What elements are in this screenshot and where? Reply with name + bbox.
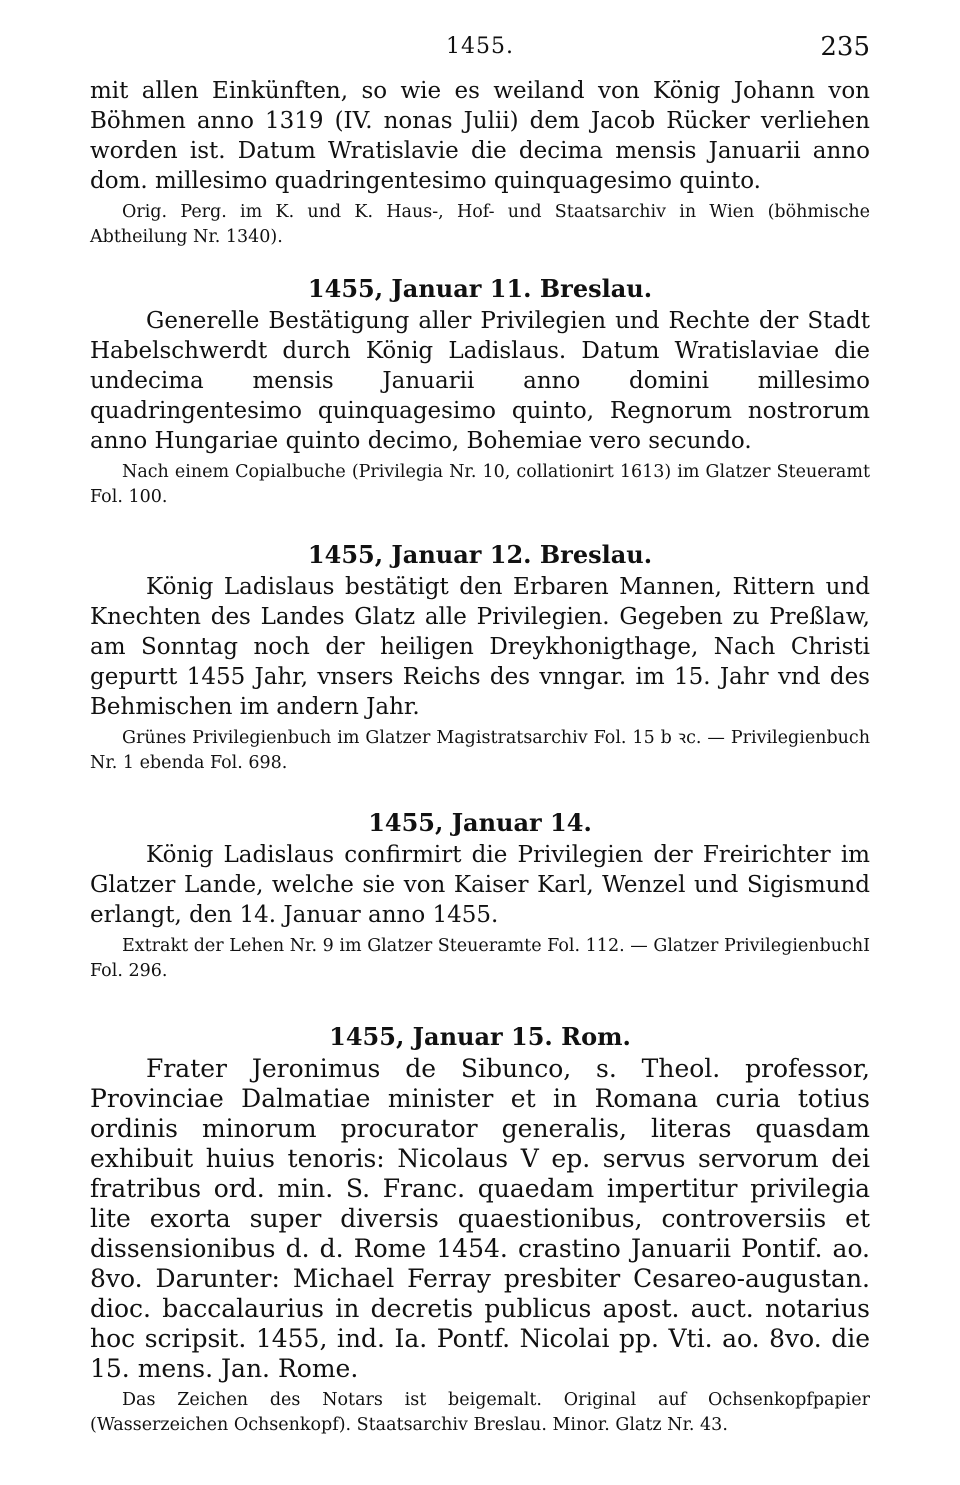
entry-body: König Ladislaus bestätigt den Erbaren Mannen, Rittern und Knechten des Landes Glatz alle Privilegien. Gegeben zu Preßlaw, am Sonntag noch der heiligen Dreykhonigthage, Nach Christi gepurtt 1455 Jahr, vnsers Reichs des vnngar. im 15. Jahr vnd des Behmischen im andern Jahr.	[90, 574, 870, 720]
running-header	[90, 30, 870, 76]
entry-source-note: Grünes Privilegienbuch im Glatzer Magistratsarchiv Fol. 15 b ꝛc. — Privilegienbuch Nr. 1 ebenda Fol. 698.	[90, 728, 870, 773]
entry-heading: 1455, Januar 15. Rom.	[329, 1022, 631, 1051]
intro-source-note: Orig. Perg. im K. und K. Haus-, Hof- und Staatsarchiv in Wien (böhmische Abtheilung Nr. 1340).	[90, 202, 870, 247]
entry-source-note: Extrakt der Lehen Nr. 9 im Glatzer Steueramte Fol. 112. — Glatzer PrivilegienbuchI Fol. 296.	[90, 936, 870, 981]
entry-body: König Ladislaus confirmirt die Privilegien der Freirichter im Glatzer Lande, welche sie von Kaiser Karl, Wenzel und Sigismund erlangt, den 14. Januar anno 1455.	[90, 842, 870, 928]
header-year: 1455.	[446, 34, 514, 59]
entry-body: Generelle Bestätigung aller Privilegien und Rechte der Stadt Habelschwerdt durch König Ladislaus. Datum Wratislaviae die undecima mensis Januarii anno domini millesimo quadringentesimo quinquagesimo quinto, Regnorum nostrorum anno Hungariae quinto decimo, Bohemiae vero secundo.	[90, 308, 870, 454]
entry-body: Frater Jeronimus de Sibunco, s. Theol. professor, Provinciae Dalmatiae minister et in Romana curia totius ordinis minorum procurator generalis, literas quasdam exhibuit huius tenoris: Nicolaus V ep. servus servorum dei fratribus ord. min. S. Franc. quaedam impertitur privilegia lite exorta super diversis quaestionibus, controversiis et dissensionibus d. d. Rome 1454. crastino Januarii Pontif. ao. 8vo. Darunter: Michael Ferray presbiter Cesareo-augustan. dioc. baccalaurius in decretis publicus apost. auct. notarius hoc scripsit. 1455, ind. Ia. Pontf. Nicolai pp. Vti. ao. 8vo. die 15. mens. Jan. Rome.	[90, 1054, 870, 1383]
entry-source-note: Nach einem Copialbuche (Privilegia Nr. 10, collationirt 1613) im Glatzer Steueramt Fol. 100.	[90, 462, 870, 507]
entry-heading: 1455, Januar 14.	[368, 808, 592, 837]
entry-heading: 1455, Januar 12. Breslau.	[307, 540, 653, 569]
page-number: 235	[820, 32, 870, 62]
intro-paragraph: mit allen Einkünften, so wie es weiland von König Johann von Böhmen anno 1319 (IV. nonas Julii) dem Jacob Rücker verliehen worden ist. Datum Wratislavie die decima mensis Januarii anno dom. millesimo quadringentesimo quinquagesimo quinto.	[90, 78, 870, 194]
document-page	[90, 30, 870, 1438]
entry-source-note: Das Zeichen des Notars ist beigemalt. Original auf Ochsenkopfpapier (Wasserzeichen Ochsenkopf). Staatsarchiv Breslau. Minor. Glatz Nr. 43.	[90, 1390, 870, 1435]
entry-heading: 1455, Januar 11. Breslau.	[307, 274, 653, 303]
